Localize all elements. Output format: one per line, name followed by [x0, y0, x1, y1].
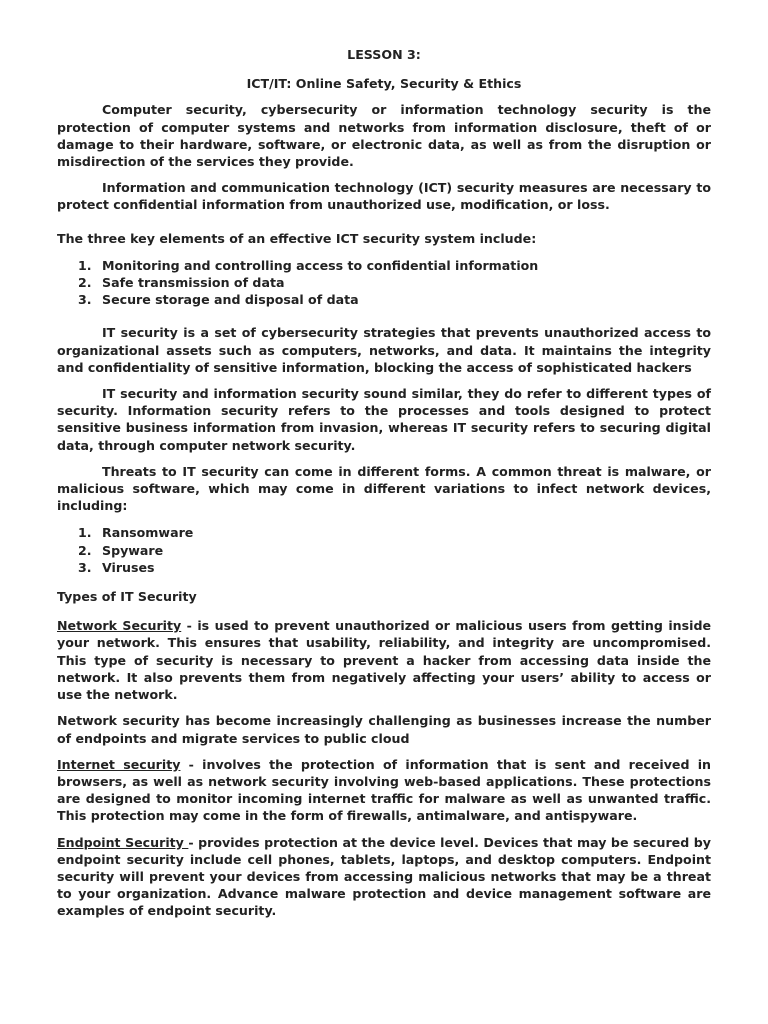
paragraph-network-challenges: Network security has become increasingly challenging as businesses increase the number of endpoints and migrate services to public cloud [57, 713, 711, 746]
paragraph-key-elements-intro: The three key elements of an effective ICT security system include: [57, 230, 537, 246]
paragraph-network-security: Network Security - is used to prevent unauthorized or malicious users from getting inside your network. This ensures that usability, reliability, and integrity are uncompromised. This type of security is necessary to prevent a hacker from accessing data inside the network. It also prevents them from negatively affecting your users’ ability to access or use the network. [57, 618, 711, 703]
list-item: 2. Spyware [78, 542, 164, 558]
paragraph-endpoint-security: Endpoint Security - provides protection at the device level. Devices that may be secured by endpoint security include cell phones, tablets, laptops, and desktop computers. Endpoint security will prevent your devices from accessing malicious networks that may be a threat to your organization. Advance malware protection and device management software are examples of endpoint security. [57, 834, 711, 919]
paragraph-it-security: IT security is a set of cybersecurity strategies that prevents unauthorized access to organizational assets such as computers, networks, and data. It maintains the integrity and confidentiality of sensitive information, blocking the access of sophisticated hackers [57, 325, 711, 375]
list-item: 3. Viruses [78, 559, 155, 575]
threats-list [57, 524, 711, 576]
paragraph-ict-measures: Information and communication technology (ICT) security measures are necessary to protect confidential information from unauthorized use, modification, or loss. [57, 180, 711, 213]
types-heading: Types of IT Security [57, 589, 197, 605]
lesson-label: LESSON 3: [347, 47, 421, 62]
paragraph-it-vs-info-security: IT security and information security sound similar, they do refer to different types of security. Information security refers to the processes and tools designed to protect sensitive business information from invasion, whereas IT security refers to securing digital data, through computer network security. [57, 386, 711, 453]
list-item: 1. Monitoring and controlling access to confidential information [78, 257, 539, 273]
endpoint-security-term: Endpoint Security [57, 834, 189, 850]
paragraph-threats: Threats to IT security can come in different forms. A common threat is malware, or malicious software, which may come in different variations to infect network devices, including: [57, 463, 711, 514]
key-elements-list [57, 257, 711, 309]
list-item: 3. Secure storage and disposal of data [78, 292, 359, 308]
network-security-term: Network Security [57, 618, 182, 634]
internet-security-term: Internet security [57, 756, 181, 772]
page-title: ICT/IT: Online Safety, Security & Ethics [246, 76, 522, 92]
list-item: 1. Ransomware [78, 525, 194, 541]
list-item: 2. Safe transmission of data [78, 275, 285, 291]
paragraph-computer-security: Computer security, cybersecurity or information technology security is the protection of computer systems and networks from information disclosure, theft of or damage to their hardware, software, or electronic data, as well as from the disruption or misdirection of the services they provide. [57, 102, 711, 170]
paragraph-internet-security: Internet security - involves the protection of information that is sent and received in browsers, as well as network security involving web-based applications. These protections are designed to monitor incoming internet traffic for malware as well as unwanted traffic. This protection may come in the form of firewalls, antimalware, and antispyware. [57, 756, 712, 824]
